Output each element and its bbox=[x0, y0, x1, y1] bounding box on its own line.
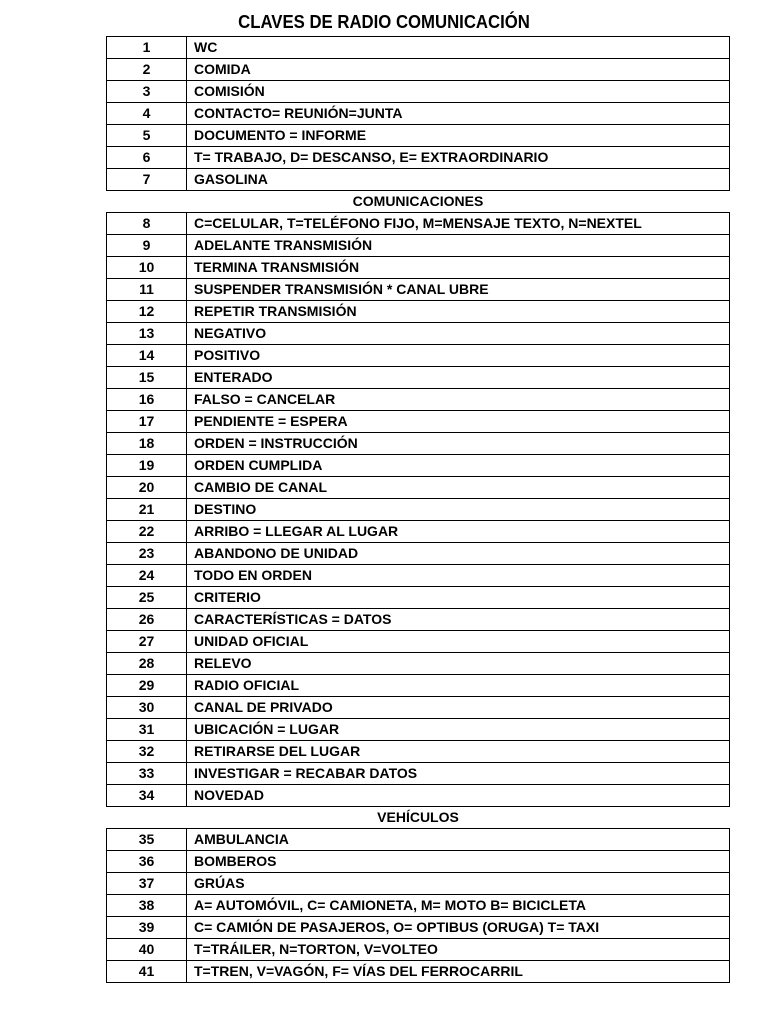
table-row bbox=[107, 323, 730, 345]
table-row bbox=[107, 125, 730, 147]
code-meaning: INVESTIGAR = RECABAR DATOS bbox=[187, 763, 730, 785]
table-row bbox=[107, 37, 730, 59]
code-meaning: T=TREN, V=VAGÓN, F= VÍAS DEL FERROCARRIL bbox=[187, 961, 730, 983]
section-heading-vehiculos: VEHÍCULOS bbox=[377, 809, 459, 825]
code-number: 21 bbox=[107, 499, 187, 521]
table-row bbox=[107, 521, 730, 543]
code-number: 20 bbox=[107, 477, 187, 499]
table-row bbox=[107, 895, 730, 917]
table-row bbox=[107, 587, 730, 609]
table-row bbox=[107, 257, 730, 279]
code-meaning: ABANDONO DE UNIDAD bbox=[187, 543, 730, 565]
table-row bbox=[107, 763, 730, 785]
code-number: 19 bbox=[107, 455, 187, 477]
table-row bbox=[107, 301, 730, 323]
code-number: 11 bbox=[107, 279, 187, 301]
table-row bbox=[107, 59, 730, 81]
code-meaning: ORDEN CUMPLIDA bbox=[187, 455, 730, 477]
table-row bbox=[107, 477, 730, 499]
code-meaning: UBICACIÓN = LUGAR bbox=[187, 719, 730, 741]
table-row bbox=[107, 235, 730, 257]
code-number: 9 bbox=[107, 235, 187, 257]
code-meaning: UNIDAD OFICIAL bbox=[187, 631, 730, 653]
code-meaning: GASOLINA bbox=[187, 169, 730, 191]
table-row bbox=[107, 719, 730, 741]
code-meaning: A= AUTOMÓVIL, C= CAMIONETA, M= MOTO B= BICICLETA bbox=[187, 895, 730, 917]
table-row bbox=[107, 631, 730, 653]
code-number: 4 bbox=[107, 103, 187, 125]
table-row bbox=[107, 851, 730, 873]
code-number: 5 bbox=[107, 125, 187, 147]
code-number: 23 bbox=[107, 543, 187, 565]
code-meaning: WC bbox=[187, 37, 730, 59]
code-meaning: CONTACTO= REUNIÓN=JUNTA bbox=[187, 103, 730, 125]
codes-table-comunicaciones bbox=[106, 212, 730, 807]
code-meaning: CANAL DE PRIVADO bbox=[187, 697, 730, 719]
table-row bbox=[107, 213, 730, 235]
code-number: 30 bbox=[107, 697, 187, 719]
code-meaning: PENDIENTE = ESPERA bbox=[187, 411, 730, 433]
code-meaning: RADIO OFICIAL bbox=[187, 675, 730, 697]
code-meaning: GRÚAS bbox=[187, 873, 730, 895]
table-row bbox=[107, 829, 730, 851]
code-number: 26 bbox=[107, 609, 187, 631]
code-meaning: ADELANTE TRANSMISIÓN bbox=[187, 235, 730, 257]
table-row bbox=[107, 455, 730, 477]
table-row bbox=[107, 939, 730, 961]
code-number: 32 bbox=[107, 741, 187, 763]
code-number: 35 bbox=[107, 829, 187, 851]
code-meaning: NEGATIVO bbox=[187, 323, 730, 345]
code-number: 16 bbox=[107, 389, 187, 411]
code-number: 8 bbox=[107, 213, 187, 235]
code-meaning: T=TRÁILER, N=TORTON, V=VOLTEO bbox=[187, 939, 730, 961]
page-title: CLAVES DE RADIO COMUNICACIÓN bbox=[238, 12, 530, 32]
code-meaning: DESTINO bbox=[187, 499, 730, 521]
code-meaning: ARRIBO = LLEGAR AL LUGAR bbox=[187, 521, 730, 543]
code-number: 39 bbox=[107, 917, 187, 939]
code-number: 22 bbox=[107, 521, 187, 543]
table-row bbox=[107, 389, 730, 411]
table-row bbox=[107, 147, 730, 169]
code-meaning: FALSO = CANCELAR bbox=[187, 389, 730, 411]
table-row bbox=[107, 565, 730, 587]
code-meaning: AMBULANCIA bbox=[187, 829, 730, 851]
code-number: 36 bbox=[107, 851, 187, 873]
code-meaning: POSITIVO bbox=[187, 345, 730, 367]
code-meaning: NOVEDAD bbox=[187, 785, 730, 807]
code-meaning: BOMBEROS bbox=[187, 851, 730, 873]
code-number: 17 bbox=[107, 411, 187, 433]
code-number: 24 bbox=[107, 565, 187, 587]
code-number: 12 bbox=[107, 301, 187, 323]
code-number: 27 bbox=[107, 631, 187, 653]
table-row bbox=[107, 785, 730, 807]
code-meaning: RELEVO bbox=[187, 653, 730, 675]
table-row bbox=[107, 961, 730, 983]
table-row bbox=[107, 169, 730, 191]
code-meaning: TERMINA TRANSMISIÓN bbox=[187, 257, 730, 279]
table-row bbox=[107, 345, 730, 367]
table-row bbox=[107, 741, 730, 763]
code-number: 38 bbox=[107, 895, 187, 917]
code-meaning: SUSPENDER TRANSMISIÓN * CANAL UBRE bbox=[187, 279, 730, 301]
table-row bbox=[107, 675, 730, 697]
code-meaning: COMISIÓN bbox=[187, 81, 730, 103]
code-number: 33 bbox=[107, 763, 187, 785]
code-number: 2 bbox=[107, 59, 187, 81]
table-row bbox=[107, 653, 730, 675]
code-number: 41 bbox=[107, 961, 187, 983]
code-number: 29 bbox=[107, 675, 187, 697]
code-number: 3 bbox=[107, 81, 187, 103]
code-number: 7 bbox=[107, 169, 187, 191]
code-number: 1 bbox=[107, 37, 187, 59]
code-meaning: TODO EN ORDEN bbox=[187, 565, 730, 587]
code-number: 18 bbox=[107, 433, 187, 455]
code-number: 40 bbox=[107, 939, 187, 961]
table-row bbox=[107, 543, 730, 565]
code-number: 15 bbox=[107, 367, 187, 389]
code-meaning: ENTERADO bbox=[187, 367, 730, 389]
code-number: 34 bbox=[107, 785, 187, 807]
code-meaning: CRITERIO bbox=[187, 587, 730, 609]
table-row bbox=[107, 81, 730, 103]
section-heading-comunicaciones: COMUNICACIONES bbox=[352, 193, 484, 209]
code-meaning: ORDEN = INSTRUCCIÓN bbox=[187, 433, 730, 455]
code-number: 14 bbox=[107, 345, 187, 367]
code-meaning: DOCUMENTO = INFORME bbox=[187, 125, 730, 147]
table-row bbox=[107, 917, 730, 939]
code-meaning: RETIRARSE DEL LUGAR bbox=[187, 741, 730, 763]
codes-table-vehiculos bbox=[106, 828, 730, 983]
code-number: 31 bbox=[107, 719, 187, 741]
table-row bbox=[107, 873, 730, 895]
code-meaning: COMIDA bbox=[187, 59, 730, 81]
table-row bbox=[107, 697, 730, 719]
table-row bbox=[107, 433, 730, 455]
table-row bbox=[107, 411, 730, 433]
table-row bbox=[107, 279, 730, 301]
table-row bbox=[107, 367, 730, 389]
code-meaning: REPETIR TRANSMISIÓN bbox=[187, 301, 730, 323]
code-number: 6 bbox=[107, 147, 187, 169]
code-number: 25 bbox=[107, 587, 187, 609]
table-row bbox=[107, 609, 730, 631]
codes-table-general bbox=[106, 36, 730, 191]
code-number: 37 bbox=[107, 873, 187, 895]
code-meaning: T= TRABAJO, D= DESCANSO, E= EXTRAORDINARIO bbox=[187, 147, 730, 169]
code-meaning: C=CELULAR, T=TELÉFONO FIJO, M=MENSAJE TEXTO, N=NEXTEL bbox=[187, 213, 730, 235]
code-number: 28 bbox=[107, 653, 187, 675]
code-meaning: CAMBIO DE CANAL bbox=[187, 477, 730, 499]
code-meaning: C= CAMIÓN DE PASAJEROS, O= OPTIBUS (ORUGA) T= TAXI bbox=[187, 917, 730, 939]
table-row bbox=[107, 499, 730, 521]
table-row bbox=[107, 103, 730, 125]
code-number: 10 bbox=[107, 257, 187, 279]
code-number: 13 bbox=[107, 323, 187, 345]
code-meaning: CARACTERÍSTICAS = DATOS bbox=[187, 609, 730, 631]
